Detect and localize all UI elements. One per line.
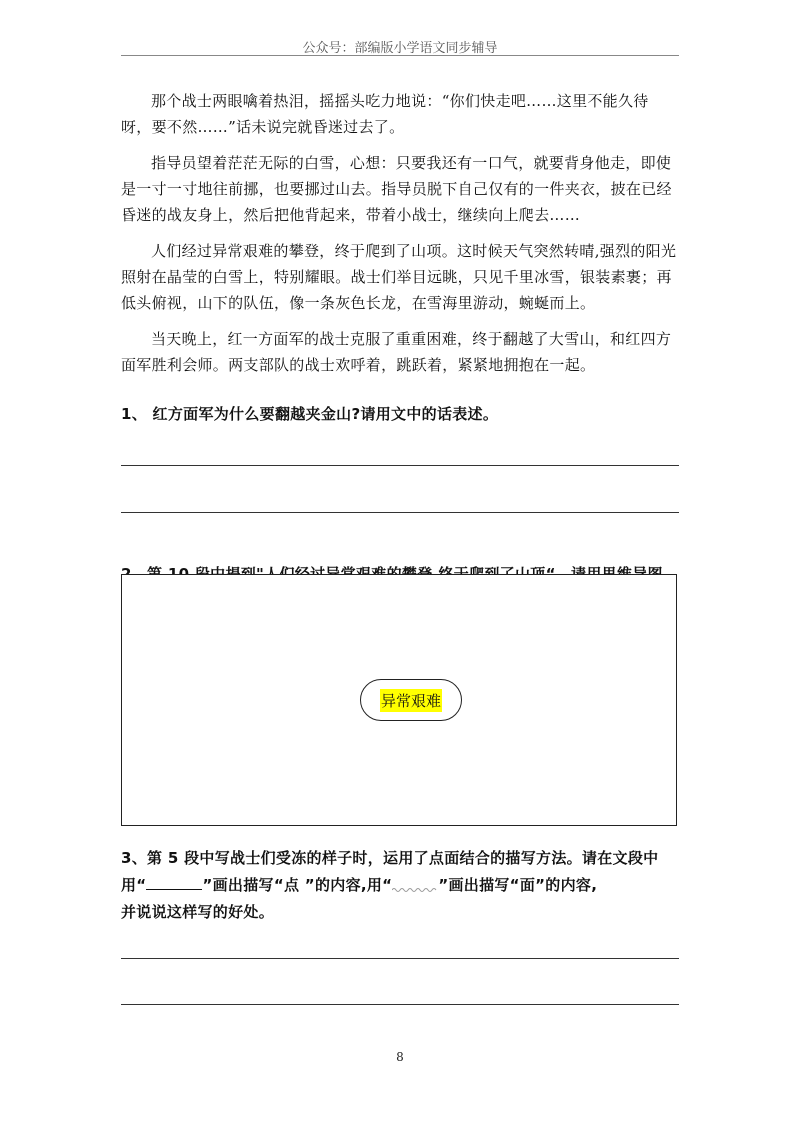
mind-map-center-node: [360, 679, 462, 721]
q3-text-c: ”画出描写“面”的内容,: [438, 876, 598, 894]
mind-map-box[interactable]: [121, 574, 677, 826]
wavy-line-blank: [392, 874, 438, 890]
page-header: 公众号：部编版小学语文同步辅导: [302, 41, 498, 56]
answer-line-q3-1[interactable]: [121, 958, 679, 959]
paragraph-3: 人们经过异常艰难的攀登，终于爬到了山项。这时候天气突然转晴,强烈的阳光照射在晶莹的白雪上，特别耀眼。战士们举目远眺，只见千里冰雪，银装素裹；再低头俯视，山下的队伍，像一条灰色长龙，在雪海里游动，蜿蜒而上。: [121, 242, 677, 312]
answer-line-q1-1[interactable]: [121, 465, 679, 466]
answer-line-q3-2[interactable]: [121, 1004, 679, 1005]
question-3-line-3: 并说说这样写的好处。: [121, 903, 275, 921]
header-rule: [121, 55, 679, 56]
paragraph-2: 指导员望着茫茫无际的白雪，心想：只要我还有一口气，就要背身他走，即使是一寸一寸地往前挪，也要挪过山去。指导员脱下自己仅有的一件夹衣，披在已经昏迷的战友身上，然后把他背起来，带着小战士，继续向上爬去……: [121, 154, 672, 224]
q3-text-a: 用“: [121, 876, 147, 894]
question-1: 1、 红方面军为什么要翻越夹金山?请用文中的话表述。: [121, 405, 499, 423]
q3-text-b: ”画出描写“点 ”的内容,用“: [202, 876, 393, 894]
question-3-line-2: [121, 871, 681, 899]
paragraph-4: 当天晚上，红一方面军的战士克服了重重困难，终于翻越了大雪山，和红四方面军胜利会师。两支部队的战士欢呼着，跳跃着，紧紧地拥抱在一起。: [121, 330, 672, 374]
page-number: 8: [396, 1050, 404, 1064]
straight-line-blank: [146, 873, 202, 890]
answer-line-q1-2[interactable]: [121, 512, 679, 513]
center-node-label: 异常艰难: [380, 689, 442, 712]
question-3-line-1: 3、第 5 段中写战士们受冻的样子时，运用了点面结合的描写方法。请在文段中: [121, 849, 659, 867]
paragraph-1: 那个战士两眼噙着热泪，摇摇头吃力地说：“你们快走吧……这里不能久待呀，要不然……”话未说完就昏迷过去了。: [121, 92, 649, 136]
